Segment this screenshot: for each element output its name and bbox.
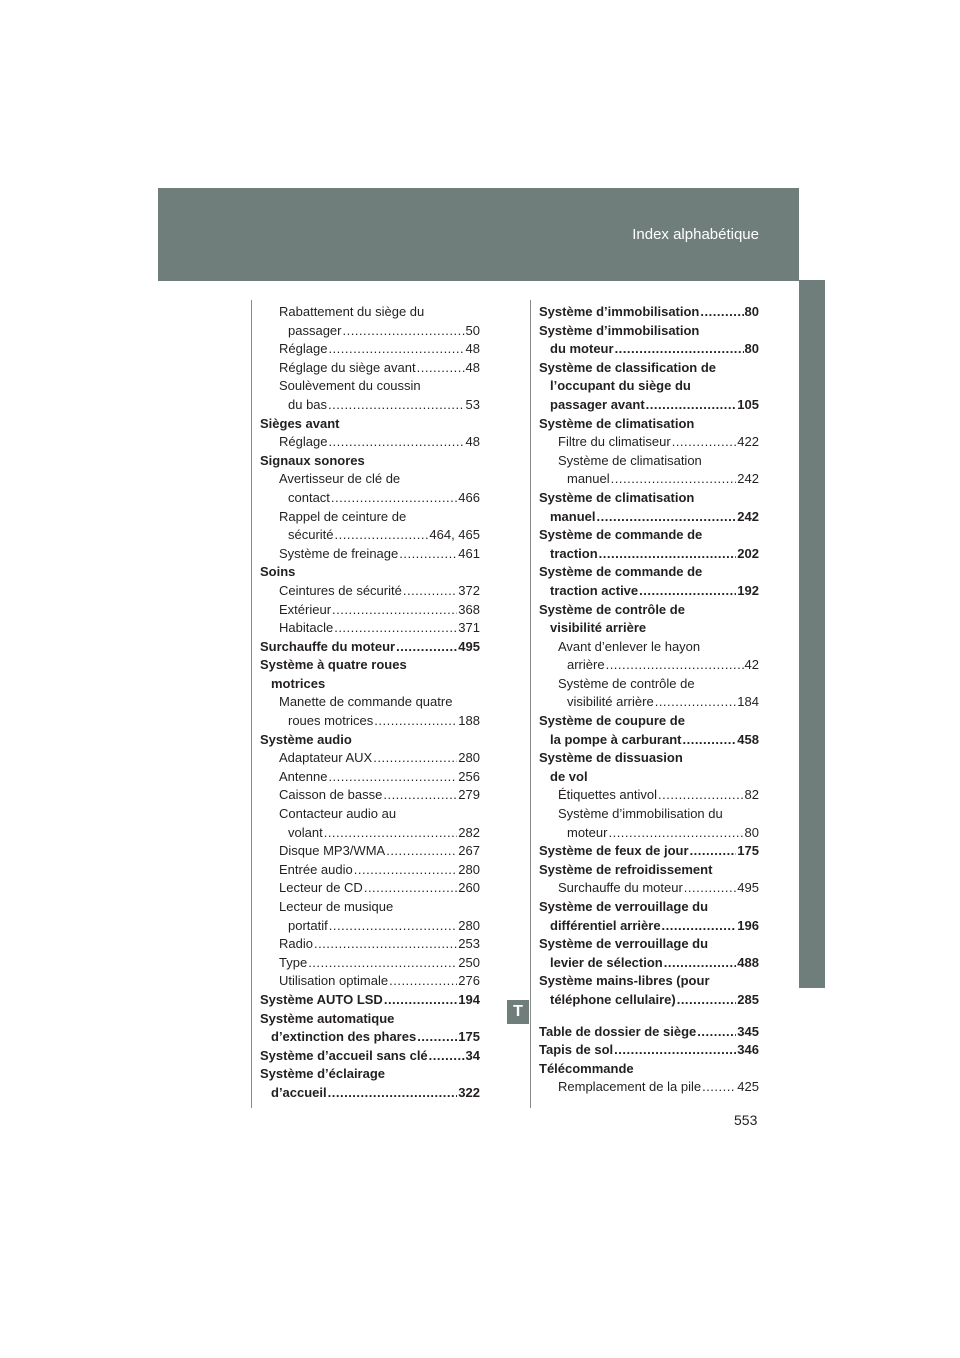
dot-leader	[417, 1028, 457, 1047]
index-entry-page: 175	[458, 1029, 480, 1045]
index-entry	[260, 917, 480, 936]
index-entry-text: d’extinction des phares	[271, 1029, 417, 1045]
index-entry	[539, 935, 759, 954]
index-entry-text: Lecteur de musique	[279, 899, 394, 914]
index-entry	[539, 824, 759, 843]
dot-leader	[655, 693, 737, 712]
index-entry	[539, 545, 759, 564]
index-entry	[539, 898, 759, 917]
index-entry-text: Système de climatisation	[558, 452, 702, 468]
dot-leader	[672, 433, 737, 452]
index-entry-text: Système d’immobilisation du	[558, 806, 723, 822]
dot-leader	[417, 359, 465, 378]
index-entry-page: 80	[744, 304, 759, 319]
dot-leader	[606, 656, 744, 675]
dot-leader	[383, 786, 457, 805]
index-entry	[260, 377, 480, 396]
index-entry-page: 346	[737, 1042, 759, 1058]
index-entry	[539, 526, 759, 545]
index-entry	[260, 508, 480, 527]
index-entry-text: Rabattement du siège du	[279, 304, 425, 319]
index-entry	[539, 396, 759, 415]
dot-leader	[334, 619, 457, 638]
index-entry	[260, 601, 480, 620]
dot-leader	[335, 526, 429, 545]
index-entry-page: 50	[465, 322, 480, 338]
index-entry-text: Ceintures de sécurité	[279, 582, 402, 598]
dot-leader	[690, 842, 737, 861]
index-entry-text: Système de refroidissement	[539, 861, 713, 877]
index-entry	[539, 563, 759, 582]
index-entry-text: roues motrices	[288, 713, 374, 729]
dot-leader	[702, 1078, 736, 1097]
index-entry	[260, 563, 480, 582]
index-entry-text: Système de dissuasion	[539, 750, 683, 766]
index-entry-page: 34	[465, 1047, 480, 1063]
index-entry-page: 42	[744, 657, 759, 673]
index-entry	[539, 377, 759, 396]
index-entry	[260, 879, 480, 898]
index-entry-page: 267	[458, 843, 480, 859]
dot-leader	[700, 303, 743, 322]
index-entry-page: 285	[737, 991, 759, 1007]
index-entry	[539, 619, 759, 638]
dot-leader	[614, 1041, 736, 1060]
index-entry-text: Filtre du climatiseur	[558, 434, 671, 450]
index-entry-text: levier de sélection	[550, 954, 663, 970]
index-entry-page: 80	[744, 341, 759, 357]
index-entry-text: Rappel de ceinture de	[279, 508, 407, 524]
index-entry-text: Entrée audio	[279, 861, 353, 877]
index-entry-page: 188	[458, 713, 480, 729]
dot-leader	[373, 749, 457, 768]
index-entry-text: Système de climatisation	[539, 415, 695, 431]
index-entry-page: 371	[458, 620, 480, 636]
index-entry-page: 82	[744, 787, 759, 803]
dot-leader	[374, 712, 457, 731]
index-entry	[260, 972, 480, 991]
index-entry-text: Système de contrôle de	[539, 601, 685, 617]
index-entry-page: 242	[737, 471, 759, 487]
index-entry	[260, 991, 480, 1010]
dot-leader	[328, 768, 457, 787]
index-entry-text: Système à quatre roues	[260, 657, 407, 673]
page-number: 553	[734, 1112, 758, 1128]
index-entry	[539, 879, 759, 898]
dot-leader	[332, 601, 457, 620]
index-entry-text: sécurité	[288, 527, 334, 543]
index-entry	[260, 693, 480, 712]
dot-leader	[677, 991, 737, 1010]
index-entry-text: Système de freinage	[279, 545, 399, 561]
dot-leader	[328, 1084, 458, 1103]
index-entry-page: 175	[737, 843, 759, 859]
letter-tab: T	[507, 1000, 529, 1024]
index-entry-text: Extérieur	[279, 601, 332, 617]
dot-leader	[396, 638, 457, 657]
index-entry	[260, 1028, 480, 1047]
index-entry-text: Système de feux de jour	[539, 843, 689, 859]
dot-leader	[429, 1047, 465, 1066]
index-entry	[539, 675, 759, 694]
index-entry-text: Étiquettes antivol	[558, 787, 658, 803]
index-entry-text: passager	[288, 322, 342, 338]
index-entry-text: motrices	[271, 675, 326, 691]
index-entry-page: 280	[458, 861, 480, 877]
index-entry-text: Réglage	[279, 434, 328, 450]
index-entry-text: arrière	[567, 657, 605, 673]
index-entry-text: Table de dossier de siège	[539, 1023, 697, 1039]
index-entry-page: 202	[737, 545, 759, 561]
index-entry-text: Remplacement de la pile	[558, 1079, 702, 1095]
dot-leader	[684, 879, 737, 898]
index-entry-text: Antenne	[279, 768, 328, 784]
index-entry-text: Système de verrouillage du	[539, 936, 709, 952]
index-entry	[539, 786, 759, 805]
index-entry-text: Caisson de basse	[279, 787, 383, 803]
index-entry	[260, 619, 480, 638]
index-entry-text: Avertisseur de clé de	[279, 471, 401, 487]
index-entry-text: Tapis de sol	[539, 1042, 614, 1058]
index-entry	[260, 656, 480, 675]
index-entry	[260, 768, 480, 787]
side-thumb-tab	[799, 280, 825, 988]
index-entry	[539, 433, 759, 452]
index-entry	[260, 359, 480, 378]
dot-leader	[354, 861, 458, 880]
index-entry	[539, 972, 759, 991]
dot-leader	[364, 879, 457, 898]
index-entry	[260, 545, 480, 564]
dot-leader	[308, 954, 457, 973]
index-entry	[539, 749, 759, 768]
index-entry	[539, 768, 759, 787]
index-entry-text: Système AUTO LSD	[260, 991, 383, 1007]
section-header	[158, 188, 799, 281]
index-entry-page: 194	[458, 991, 480, 1007]
index-entry	[260, 526, 480, 545]
index-entry-page: 253	[458, 936, 480, 952]
index-entry	[539, 582, 759, 601]
index-entry	[539, 1023, 759, 1042]
index-entry	[539, 693, 759, 712]
dot-leader	[597, 508, 737, 527]
index-entry-text: d’accueil	[271, 1084, 327, 1100]
index-entry-text: manuel	[567, 471, 610, 487]
index-entry	[260, 954, 480, 973]
index-entry-page: 464, 465	[429, 527, 480, 543]
index-entry	[539, 731, 759, 750]
index-entry-page: 48	[465, 359, 480, 375]
index-entry-page: 495	[737, 880, 759, 896]
index-entry-page: 48	[465, 434, 480, 450]
dot-leader	[389, 972, 457, 991]
index-entry-text: passager avant	[550, 396, 645, 412]
index-entry-text: Sièges avant	[260, 415, 340, 431]
index-entry-text: différentiel arrière	[550, 917, 661, 933]
index-entry-text: Système d’immobilisation	[539, 322, 700, 338]
index-entry-page: 250	[458, 954, 480, 970]
index-entry-text: Système de commande de	[539, 564, 703, 580]
dot-leader	[328, 433, 464, 452]
index-entry	[539, 415, 759, 434]
index-entry	[539, 508, 759, 527]
index-column-left	[260, 303, 480, 1103]
index-entry	[260, 340, 480, 359]
index-entry	[539, 954, 759, 973]
index-entry	[539, 359, 759, 378]
index-entry-page: 422	[737, 434, 759, 450]
index-entry	[260, 749, 480, 768]
index-entry-text: Système audio	[260, 731, 352, 747]
dot-leader	[329, 917, 458, 936]
index-entry-text: Type	[279, 954, 308, 970]
index-entry-text: la pompe à carburant	[550, 731, 682, 747]
index-entry-text: Radio	[279, 936, 313, 952]
index-entry-page: 80	[744, 824, 759, 840]
index-entry-text: Disque MP3/WMA	[279, 843, 386, 859]
index-entry-page: 48	[465, 341, 480, 357]
index-entry	[539, 712, 759, 731]
index-entry-text: portatif	[288, 917, 328, 933]
index-entry-text: Système de climatisation	[539, 489, 695, 505]
dot-leader	[328, 340, 464, 359]
index-entry	[539, 656, 759, 675]
index-entry	[539, 470, 759, 489]
index-entry	[260, 861, 480, 880]
index-entry	[260, 452, 480, 471]
index-entry-text: visibilité arrière	[550, 620, 647, 636]
index-entry-text: Utilisation optimale	[279, 973, 389, 989]
index-entry-text: Manette de commande quatre	[279, 694, 453, 710]
index-entry	[260, 489, 480, 508]
index-entry	[260, 433, 480, 452]
index-entry-text: Système de classification de	[539, 359, 717, 375]
index-entry-text: visibilité arrière	[567, 694, 654, 710]
index-entry-page: 488	[737, 954, 759, 970]
index-entry	[539, 489, 759, 508]
index-entry-page: 242	[737, 508, 759, 524]
index-entry-text: Système d’accueil sans clé	[260, 1047, 428, 1063]
index-entry-page: 322	[458, 1084, 480, 1100]
dot-leader	[384, 991, 457, 1010]
index-entry-page: 53	[465, 396, 480, 412]
index-entry-text: Adaptateur AUX	[279, 750, 373, 766]
dot-leader	[599, 545, 737, 564]
index-entry	[260, 396, 480, 415]
index-entry	[260, 1065, 480, 1084]
index-entry-text: Surchauffe du moteur	[558, 880, 683, 896]
index-entry	[539, 842, 759, 861]
index-entry-text: Système de contrôle de	[558, 675, 695, 691]
index-entry	[539, 991, 759, 1010]
index-entry-page: 461	[458, 545, 480, 561]
index-entry-text: traction	[550, 545, 598, 561]
index-entry-page: 368	[458, 601, 480, 617]
index-entry	[260, 935, 480, 954]
index-entry	[539, 340, 759, 359]
index-entry	[260, 1010, 480, 1029]
index-entry	[260, 582, 480, 601]
index-entry	[539, 601, 759, 620]
index-entry-text: Signaux sonores	[260, 452, 365, 468]
index-entry-page: 458	[737, 731, 759, 747]
index-entry	[539, 303, 759, 322]
index-entry	[260, 470, 480, 489]
index-entry	[260, 675, 480, 694]
column-divider-middle	[530, 300, 531, 1108]
index-entry-text: Système automatique	[260, 1010, 395, 1026]
index-entry	[260, 786, 480, 805]
index-entry-text: Système de verrouillage du	[539, 899, 709, 914]
index-entry-text: Soulèvement du coussin	[279, 378, 421, 394]
index-entry	[539, 805, 759, 824]
dot-leader	[646, 396, 737, 415]
index-entry-text: manuel	[550, 508, 596, 524]
index-entry	[260, 415, 480, 434]
dot-leader	[608, 824, 743, 843]
index-entry-text: contact	[288, 489, 330, 505]
index-entry-text: Surchauffe du moteur	[260, 638, 396, 654]
index-entry-page: 184	[737, 694, 759, 710]
index-entry-page: 345	[737, 1023, 759, 1039]
index-entry	[539, 452, 759, 471]
dot-leader	[639, 582, 736, 601]
index-entry-text: volant	[288, 824, 323, 840]
index-entry	[260, 322, 480, 341]
index-entry-text: Système d’immobilisation	[539, 304, 700, 319]
index-entry-text: l’occupant du siège du	[550, 378, 691, 394]
index-entry-page: 260	[458, 880, 480, 896]
dot-leader	[342, 322, 464, 341]
index-entry-text: Système d’éclairage	[260, 1066, 386, 1082]
dot-leader	[658, 786, 744, 805]
index-entry	[260, 842, 480, 861]
index-entry	[260, 898, 480, 917]
index-entry	[260, 805, 480, 824]
index-entry-text: traction active	[550, 582, 639, 598]
index-entry	[260, 731, 480, 750]
dot-leader	[615, 340, 744, 359]
dot-leader	[662, 917, 737, 936]
index-entry-page: 280	[458, 917, 480, 933]
index-entry-text: du moteur	[550, 341, 614, 357]
dot-leader	[314, 935, 457, 954]
index-entry-page: 279	[458, 787, 480, 803]
index-entry	[539, 638, 759, 657]
index-entry-text: téléphone cellulaire)	[550, 991, 676, 1007]
index-entry-text: Système de coupure de	[539, 713, 685, 729]
dot-leader	[403, 582, 457, 601]
index-entry	[539, 1060, 759, 1079]
index-entry-text: Habitacle	[279, 620, 334, 636]
index-entry	[260, 1047, 480, 1066]
index-entry-text: de vol	[550, 768, 588, 784]
index-entry-page: 495	[458, 638, 480, 654]
dot-leader	[328, 396, 464, 415]
index-entry-page: 280	[458, 750, 480, 766]
index-entry-text: Soins	[260, 564, 296, 580]
index-entry	[260, 712, 480, 731]
index-entry-page: 466	[458, 489, 480, 505]
index-entry-page: 372	[458, 582, 480, 598]
dot-leader	[324, 824, 458, 843]
index-entry-text: Système de commande de	[539, 527, 703, 543]
index-entry-text: Télécommande	[539, 1060, 634, 1076]
index-entry	[260, 303, 480, 322]
index-entry-text: moteur	[567, 824, 608, 840]
index-entry-page: 425	[737, 1079, 759, 1095]
index-entry-text: Réglage du siège avant	[279, 359, 416, 375]
index-entry-page: 192	[737, 582, 759, 598]
index-entry	[260, 824, 480, 843]
index-entry-text: Lecteur de CD	[279, 880, 363, 896]
index-entry	[260, 1084, 480, 1103]
dot-leader	[682, 731, 736, 750]
index-entry-page: 105	[737, 396, 759, 412]
dot-leader	[399, 545, 457, 564]
index-entry-text: Réglage	[279, 341, 328, 357]
index-entry-text: Système mains-libres (pour	[539, 973, 710, 989]
index-entry-text: du bas	[288, 396, 328, 412]
column-divider-left	[251, 300, 252, 1108]
index-entry-text: Avant d’enlever le hayon	[558, 638, 701, 654]
index-entry	[539, 1078, 759, 1097]
index-entry	[539, 322, 759, 341]
dot-leader	[611, 470, 737, 489]
index-entry	[260, 638, 480, 657]
index-entry-page: 276	[458, 973, 480, 989]
index-entry-text: Contacteur audio au	[279, 806, 397, 822]
dot-leader	[331, 489, 457, 508]
header-title: Index alphabétique	[632, 226, 759, 243]
index-entry-page: 256	[458, 768, 480, 784]
dot-leader	[697, 1023, 736, 1042]
index-column-right	[539, 303, 759, 1097]
dot-leader	[664, 954, 737, 973]
index-entry-page: 196	[737, 917, 759, 933]
index-entry	[539, 917, 759, 936]
index-entry	[539, 1041, 759, 1060]
dot-leader	[386, 842, 457, 861]
index-entry-page: 282	[458, 824, 480, 840]
index-entry	[539, 861, 759, 880]
